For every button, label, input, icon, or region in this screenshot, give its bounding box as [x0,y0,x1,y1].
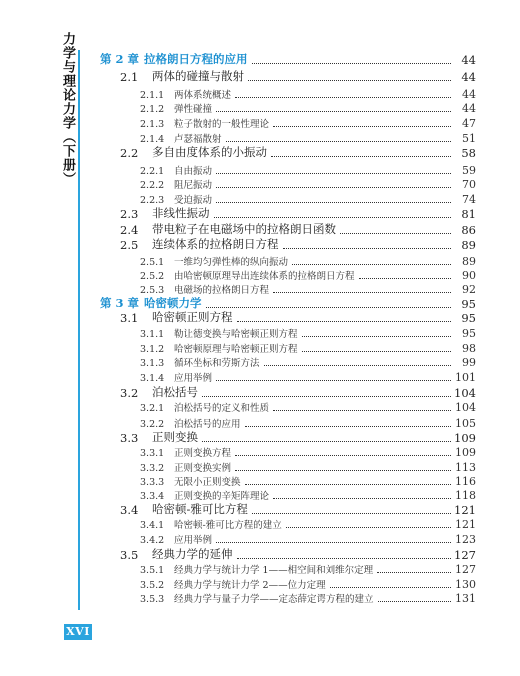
toc-entry-subsection [100,532,476,546]
dot-leader [359,277,451,279]
entry-number: 3.1.3 [140,358,165,369]
entry-page: 90 [462,269,476,282]
entry-number: 2.2.3 [140,195,165,206]
entry-title: 泊松括号的定义和性质 [174,403,270,414]
toc-entry-section [100,238,476,252]
entry-number: 2.1 [120,70,139,84]
dot-leader [252,62,452,64]
margin-rule [78,50,80,610]
dot-leader [202,440,451,442]
entry-title: 经典力学与量子力学——定态薛定谔方程的建立 [174,594,374,605]
entry-title: 两体系统概述 [174,90,232,101]
entry-title: 一维均匀弹性棒的纵向振动 [174,257,289,268]
entry-page: 130 [455,578,476,591]
entry-page: 70 [462,178,476,191]
entry-page: 81 [461,207,476,221]
dot-leader [252,512,451,514]
dot-leader [283,247,452,249]
entry-page: 109 [455,446,476,459]
entry-title: 经典力学与统计力学 2——位力定理 [174,580,326,591]
entry-page: 101 [455,371,476,384]
toc-entry-subsection [100,355,476,369]
toc-entry-subsection [100,101,476,115]
toc-entry-subsection [100,400,476,414]
entry-page: 59 [462,164,476,177]
entry-number: 2.2.1 [140,166,165,177]
dot-leader [235,469,451,471]
entry-title: 多自由度体系的小振动 [152,145,267,159]
entry-number: 3.3.4 [140,491,165,502]
entry-page: 95 [461,297,476,311]
entry-number: 3.5.1 [140,565,165,576]
dot-leader [216,110,451,112]
dot-leader [330,586,451,588]
entry-page: 104 [455,401,476,414]
toc-entry-section [100,70,476,84]
entry-number: 2.2 [120,146,139,160]
entry-page: 74 [462,193,476,206]
entry-title: 哈密顿-雅可比方程的建立 [174,520,282,531]
entry-title: 泊松括号 [152,385,198,399]
dot-leader [237,320,452,322]
entry-number: 2.1.4 [140,134,165,145]
entry-page: 47 [462,117,476,130]
toc-entry-subsection [100,416,476,430]
entry-number: 3.5 [120,548,139,562]
toc-entry-subsection [100,562,476,576]
page-number: XVI [64,624,92,640]
toc-entry-subsection [100,254,476,268]
dot-leader [271,155,451,157]
entry-title: 带电粒子在电磁场中的拉格朗日函数 [152,222,336,236]
entry-page: 131 [455,592,476,605]
entry-title: 经典力学与统计力学 1——相空间和刘维尔定理 [174,565,374,576]
entry-number: 3.1 [120,311,139,325]
entry-page: 98 [462,342,476,355]
toc-entry-section [100,223,476,237]
toc-entry-subsection [100,116,476,130]
entry-page: 105 [455,417,476,430]
entry-page: 86 [461,223,476,237]
entry-number: 3.5.3 [140,594,165,605]
entry-number: 2.1.1 [140,90,165,101]
entry-number: 3.4 [120,503,139,517]
spine-title: 力学与理论力学（下册） [60,32,75,186]
dot-leader [286,526,451,528]
entry-number: 第 2 章 [100,52,140,66]
entry-page: 95 [462,327,476,340]
entry-page: 51 [462,132,476,145]
dot-leader [235,96,451,98]
entry-title: 电磁场的拉格朗日方程 [174,285,270,296]
entry-title: 卢瑟福散射 [174,134,222,145]
dot-leader [216,172,451,174]
entry-number: 3.4.2 [140,535,165,546]
entry-number: 3.1.2 [140,344,165,355]
entry-number: 2.1.3 [140,119,165,130]
toc-entry-subsection [100,87,476,101]
entry-title: 泊松括号的应用 [174,419,241,430]
entry-page: 44 [462,102,476,115]
entry-title: 自由振动 [174,166,213,177]
entry-title: 应用举例 [174,373,213,384]
dot-leader [216,541,451,543]
toc-entry-subsection [100,163,476,177]
dot-leader [302,335,451,337]
entry-page: 123 [455,533,476,546]
entry-title: 勒让德变换与哈密顿正则方程 [174,329,298,340]
toc-entry-subsection [100,192,476,206]
dot-leader [273,409,451,411]
toc-entry-subsection [100,370,476,384]
entry-number: 2.3 [120,207,139,221]
entry-page: 92 [462,283,476,296]
entry-number: 3.3.2 [140,463,165,474]
entry-page: 127 [454,548,476,562]
entry-title: 经典力学的延伸 [152,547,233,561]
dot-leader [245,483,451,485]
dot-leader [378,600,451,602]
entry-title: 弹性碰撞 [174,104,213,115]
toc-entry-subsection [100,131,476,145]
entry-number: 3.3.3 [140,477,165,488]
entry-title: 哈密顿原理与哈密顿正则方程 [174,344,298,355]
entry-number: 3.3.1 [140,448,165,459]
entry-page: 104 [454,386,476,400]
entry-number: 2.4 [120,223,139,237]
dot-leader [302,350,451,352]
toc-entry-chapter [100,53,476,67]
toc-entry-section [100,548,476,562]
entry-page: 44 [461,70,476,84]
entry-number: 3.1.4 [140,373,165,384]
toc-entry-subsection [100,474,476,488]
entry-title: 拉格朗日方程的应用 [144,52,248,66]
toc-entry-subsection [100,591,476,605]
toc-entry-subsection [100,268,476,282]
entry-number: 3.5.2 [140,580,165,591]
entry-number: 3.2 [120,386,139,400]
dot-leader [206,306,452,308]
entry-number: 2.5.3 [140,285,165,296]
entry-number: 2.5.2 [140,271,165,282]
toc-entry-subsection [100,445,476,459]
toc-entry-subsection [100,460,476,474]
entry-title: 由哈密顿原理导出连续体系的拉格朗日方程 [174,271,355,282]
entry-title: 受迫振动 [174,195,213,206]
entry-title: 哈密顿-雅可比方程 [152,502,248,516]
toc-entry-section [100,146,476,160]
dot-leader [248,79,451,81]
entry-number: 2.1.2 [140,104,165,115]
entry-number: 3.1.1 [140,329,165,340]
entry-title: 无限小正则变换 [174,477,241,488]
dot-leader [202,395,451,397]
entry-page: 121 [454,503,476,517]
entry-page: 89 [462,255,476,268]
dot-leader [237,557,452,559]
entry-title: 哈密顿力学 [144,296,202,310]
entry-number: 3.2.2 [140,419,165,430]
entry-number: 2.5 [120,238,139,252]
entry-page: 113 [455,461,476,474]
toc-entry-section [100,503,476,517]
entry-number: 第 3 章 [100,296,140,310]
entry-number: 3.3 [120,431,139,445]
entry-title: 正则变换方程 [174,448,232,459]
dot-leader [216,379,451,381]
dot-leader [273,497,451,499]
dot-leader [245,425,451,427]
entry-title: 两体的碰撞与散射 [152,69,244,83]
entry-title: 正则变换 [152,430,198,444]
entry-title: 非线性振动 [152,206,210,220]
dot-leader [216,201,451,203]
dot-leader [226,140,451,142]
dot-leader [216,186,451,188]
dot-leader [214,216,452,218]
entry-page: 44 [461,53,476,67]
entry-title: 应用举例 [174,535,213,546]
entry-page: 109 [454,431,476,445]
toc-entry-section [100,311,476,325]
toc-entry-subsection [100,326,476,340]
dot-leader [273,125,451,127]
toc-entry-subsection [100,577,476,591]
toc-entry-subsection [100,488,476,502]
entry-title: 粒子散射的一般性理论 [174,119,270,130]
entry-page: 95 [461,311,476,325]
entry-title: 循环坐标和劳斯方法 [174,358,260,369]
dot-leader [377,571,451,573]
toc-entry-section [100,431,476,445]
entry-page: 58 [461,146,476,160]
entry-page: 116 [455,475,476,488]
dot-leader [340,232,451,234]
entry-page: 127 [455,563,476,576]
entry-number: 3.2.1 [140,403,165,414]
entry-number: 2.2.2 [140,180,165,191]
entry-title: 正则变换实例 [174,463,232,474]
dot-leader [235,454,451,456]
toc-entry-subsection [100,517,476,531]
entry-number: 3.4.1 [140,520,165,531]
entry-page: 89 [461,238,476,252]
toc-entry-section [100,207,476,221]
entry-page: 99 [462,356,476,369]
entry-title: 阻尼振动 [174,180,213,191]
entry-title: 哈密顿正则方程 [152,310,233,324]
entry-number: 2.5.1 [140,257,165,268]
entry-title: 连续体系的拉格朗日方程 [152,237,279,251]
dot-leader [273,291,451,293]
entry-page: 121 [455,518,476,531]
entry-page: 118 [455,489,476,502]
entry-page: 44 [462,88,476,101]
toc-entry-subsection [100,177,476,191]
dot-leader [264,364,451,366]
toc-entry-subsection [100,282,476,296]
dot-leader [292,263,451,265]
toc-entry-subsection [100,341,476,355]
toc-entry-section [100,386,476,400]
entry-title: 正则变换的辛矩阵理论 [174,491,270,502]
